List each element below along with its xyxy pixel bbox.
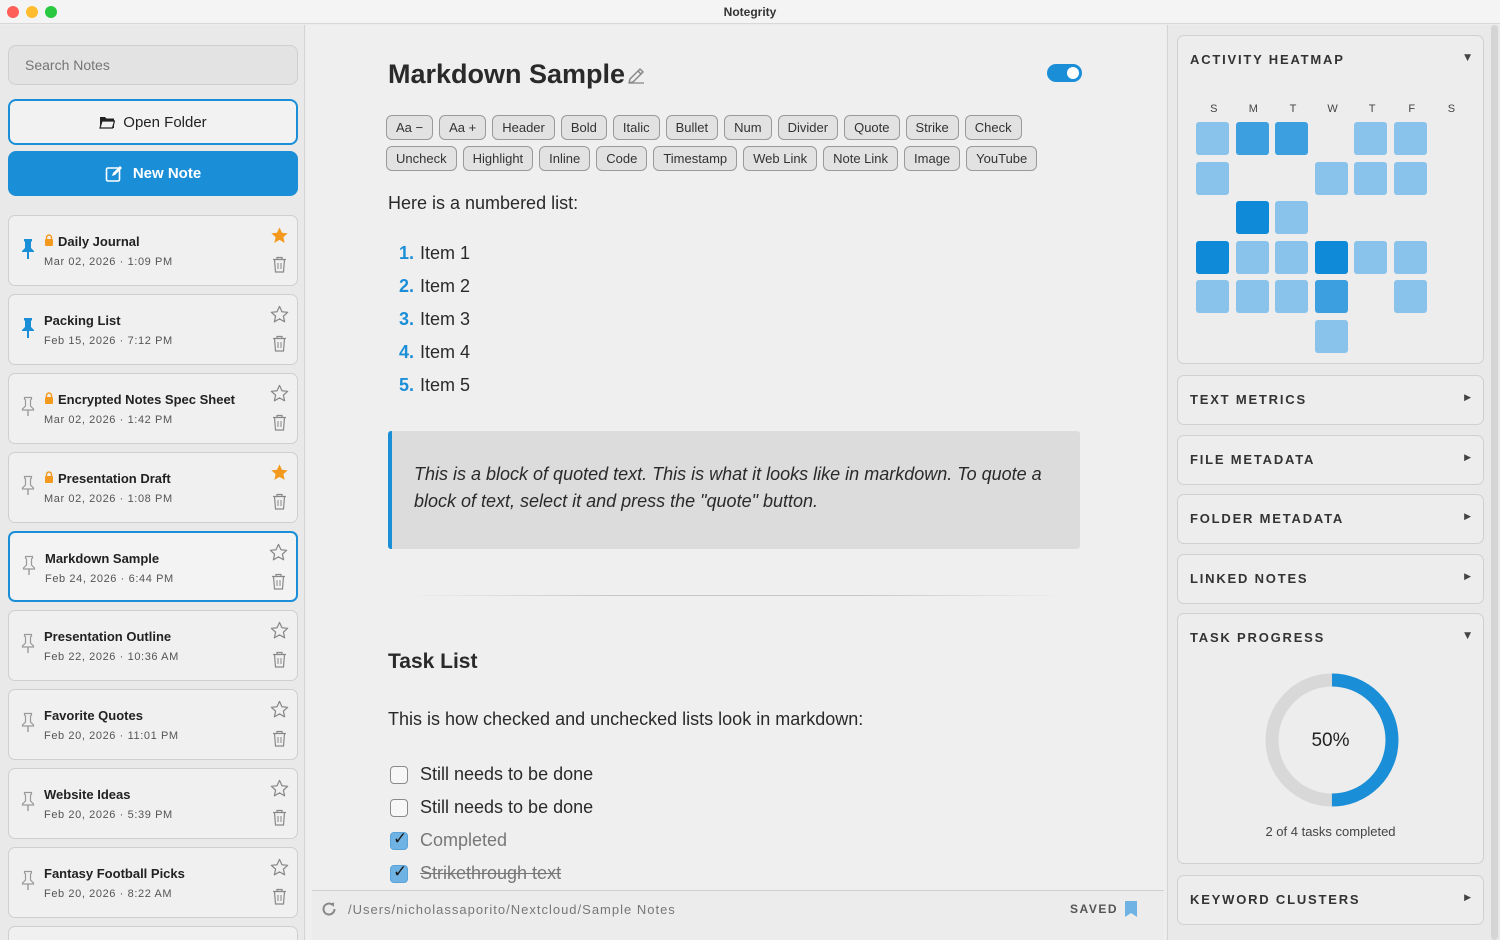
list-item-text: Item 1 xyxy=(420,243,471,263)
heatmap-cell[interactable] xyxy=(1315,241,1348,274)
note-item-title xyxy=(44,234,140,249)
pinned-icon[interactable] xyxy=(19,317,37,339)
starred-icon[interactable] xyxy=(270,226,289,245)
heatmap-cell[interactable] xyxy=(1236,201,1269,234)
list-number: 4. xyxy=(398,342,414,362)
trash-icon[interactable] xyxy=(272,809,287,826)
task-checkbox[interactable] xyxy=(390,766,408,784)
format-button[interactable]: Quote xyxy=(844,115,899,140)
heatmap-cell[interactable] xyxy=(1354,241,1387,274)
task-list-intro: This is how checked and unchecked lists look in markdown: xyxy=(388,709,864,729)
compose-icon xyxy=(105,165,123,183)
note-item-title xyxy=(44,471,171,486)
lock-icon xyxy=(44,392,54,407)
search-input[interactable] xyxy=(8,45,298,85)
note-item-title-text: Encrypted Notes Spec Sheet xyxy=(58,392,235,407)
task-checkbox[interactable] xyxy=(390,832,408,850)
note-list-item[interactable] xyxy=(8,452,298,523)
note-item-date: Feb 20, 2026 · 5:39 PM xyxy=(44,809,173,821)
list-number: 1. xyxy=(398,243,414,263)
format-button[interactable]: Aa − xyxy=(386,115,433,140)
note-item-title-text: Fantasy Football Picks xyxy=(44,866,185,881)
collapsed-section[interactable] xyxy=(1177,435,1484,485)
task-item xyxy=(390,791,593,824)
activity-heatmap-panel xyxy=(1177,35,1484,364)
task-item xyxy=(390,824,593,857)
heatmap-cell[interactable] xyxy=(1236,280,1269,313)
expand-arrow-icon[interactable]: ▶ xyxy=(1464,893,1471,903)
keyword-clusters-panel[interactable] xyxy=(1177,875,1484,925)
note-item-date: Mar 02, 2026 · 1:09 PM xyxy=(44,256,173,268)
heatmap-cell[interactable] xyxy=(1394,280,1427,313)
note-list-item[interactable] xyxy=(8,215,298,286)
section-title[interactable]: TEXT METRICS xyxy=(1190,392,1307,407)
note-list-item[interactable] xyxy=(8,926,298,940)
note-item-date: Feb 22, 2026 · 10:36 AM xyxy=(44,651,179,663)
heatmap-cell[interactable] xyxy=(1196,280,1229,313)
editor xyxy=(306,25,1166,940)
pin-icon[interactable] xyxy=(19,633,37,655)
note-list-item[interactable] xyxy=(8,768,298,839)
format-button[interactable]: Web Link xyxy=(743,146,817,171)
lock-icon xyxy=(44,471,54,486)
status-bar xyxy=(312,890,1164,940)
trash-icon[interactable] xyxy=(272,335,287,352)
heatmap-cell[interactable] xyxy=(1196,241,1229,274)
list-number: 2. xyxy=(398,276,414,296)
note-item-title-text: Favorite Quotes xyxy=(44,708,143,723)
lock-icon xyxy=(44,234,54,249)
pin-icon[interactable] xyxy=(19,396,37,418)
collapsed-section[interactable] xyxy=(1177,494,1484,544)
heatmap-cell[interactable] xyxy=(1236,241,1269,274)
trash-icon[interactable] xyxy=(272,493,287,510)
note-item-title xyxy=(44,787,130,802)
note-title[interactable]: Markdown Sample xyxy=(388,59,626,89)
note-item-title-text: Presentation Outline xyxy=(44,629,172,644)
pin-icon[interactable] xyxy=(19,475,37,497)
section-title[interactable]: FOLDER METADATA xyxy=(1190,511,1345,526)
task-text: Still needs to be done xyxy=(420,764,594,784)
trash-icon[interactable] xyxy=(272,651,287,668)
note-item-title-text: Website Ideas xyxy=(44,787,131,802)
starred-icon[interactable] xyxy=(270,463,289,482)
trash-icon[interactable] xyxy=(271,573,286,590)
numbered-list-item xyxy=(396,309,470,342)
format-button[interactable]: Italic xyxy=(613,115,660,140)
format-button[interactable]: Timestamp xyxy=(653,146,737,171)
format-button[interactable]: Header xyxy=(492,115,555,140)
trash-icon[interactable] xyxy=(272,414,287,431)
heatmap-cell[interactable] xyxy=(1315,280,1348,313)
note-item-date: Mar 02, 2026 · 1:42 PM xyxy=(44,414,173,426)
weekday-label: M xyxy=(1248,103,1258,115)
note-list-item[interactable] xyxy=(8,531,298,602)
format-button[interactable]: Strike xyxy=(906,115,959,140)
star-icon[interactable] xyxy=(270,384,289,403)
pin-icon[interactable] xyxy=(19,712,37,734)
format-button[interactable]: Uncheck xyxy=(386,146,457,171)
note-item-title xyxy=(44,313,121,328)
list-number: 5. xyxy=(398,375,414,395)
expand-arrow-icon[interactable]: ▶ xyxy=(1464,393,1471,403)
new-note-label: New Note xyxy=(132,165,202,182)
note-item-date: Feb 15, 2026 · 7:12 PM xyxy=(44,335,173,347)
panel-scrollbar[interactable] xyxy=(1491,25,1498,940)
note-item-title xyxy=(45,551,159,566)
trash-icon[interactable] xyxy=(272,888,287,905)
star-icon[interactable] xyxy=(269,543,288,562)
task-list-heading: Task List xyxy=(388,650,478,673)
note-item-title-text: Markdown Sample xyxy=(45,551,160,566)
keyword-clusters-title[interactable]: KEYWORD CLUSTERS xyxy=(1190,892,1361,907)
format-button[interactable]: Inline xyxy=(539,146,590,171)
star-icon[interactable] xyxy=(270,779,289,798)
numbered-list xyxy=(396,243,470,408)
heatmap-cell[interactable] xyxy=(1275,241,1308,274)
trash-icon[interactable] xyxy=(272,256,287,273)
note-item-title xyxy=(44,708,143,723)
folder-path: /Users/nicholassaporito/Nextcloud/Sample Notes xyxy=(348,902,676,917)
collapsed-section[interactable] xyxy=(1177,375,1484,425)
section-title[interactable]: FILE METADATA xyxy=(1190,451,1316,467)
task-checkbox[interactable] xyxy=(390,865,408,883)
list-item-text: Item 2 xyxy=(420,276,471,296)
weekday-label: W xyxy=(1327,103,1338,115)
format-button[interactable]: Bullet xyxy=(666,115,719,140)
heatmap-cell[interactable] xyxy=(1394,162,1427,195)
list-item-text: Item 3 xyxy=(420,309,471,329)
pin-icon[interactable] xyxy=(20,555,38,577)
heatmap-cell[interactable] xyxy=(1315,162,1348,195)
pin-icon[interactable] xyxy=(19,870,37,892)
section-title[interactable]: LINKED NOTES xyxy=(1190,570,1309,586)
heatmap-cell[interactable] xyxy=(1275,280,1308,313)
note-item-title xyxy=(44,392,235,407)
weekday-label: S xyxy=(1447,103,1456,115)
note-item-date: Feb 20, 2026 · 8:22 AM xyxy=(44,888,173,900)
task-item xyxy=(390,758,593,791)
task-text: Completed xyxy=(420,830,508,850)
format-button[interactable]: Note Link xyxy=(823,146,898,171)
open-folder-button[interactable] xyxy=(8,99,298,145)
collapse-arrow-icon[interactable]: ▼ xyxy=(1464,53,1471,63)
save-status: SAVED xyxy=(1070,902,1118,916)
weekday-label: S xyxy=(1210,103,1218,115)
heatmap-cell[interactable] xyxy=(1196,122,1229,155)
weekday-label: F xyxy=(1408,103,1416,115)
weekday-header xyxy=(1194,103,1471,115)
format-button[interactable]: YouTube xyxy=(966,146,1037,171)
task-text: Still needs to be done xyxy=(420,797,594,817)
numbered-list-intro: Here is a numbered list: xyxy=(388,193,579,213)
collapse-arrow-icon[interactable]: ▼ xyxy=(1464,631,1471,641)
numbered-list-item xyxy=(396,243,470,276)
trash-icon[interactable] xyxy=(272,730,287,747)
heatmap-cell[interactable] xyxy=(1354,122,1387,155)
heatmap-cell[interactable] xyxy=(1394,241,1427,274)
new-note-button[interactable] xyxy=(8,151,298,196)
collapsed-section[interactable] xyxy=(1177,554,1484,604)
heatmap-cell[interactable] xyxy=(1275,201,1308,234)
list-item-text: Item 4 xyxy=(420,342,471,362)
expand-arrow-icon[interactable]: ▶ xyxy=(1464,512,1471,522)
heatmap-cell[interactable] xyxy=(1394,122,1427,155)
task-item xyxy=(390,857,593,890)
bookmark-icon xyxy=(1124,901,1138,917)
heatmap-cell[interactable] xyxy=(1196,162,1229,195)
folder-icon xyxy=(99,115,115,129)
window-title: Notegrity xyxy=(723,5,777,19)
format-button[interactable]: Aa + xyxy=(439,115,486,140)
format-button[interactable]: Num xyxy=(724,115,771,140)
expand-arrow-icon[interactable]: ▶ xyxy=(1464,452,1471,463)
weekday-label: T xyxy=(1289,103,1297,115)
star-icon[interactable] xyxy=(270,305,289,324)
divider xyxy=(406,595,1066,596)
numbered-list-item xyxy=(396,342,470,375)
task-progress-panel xyxy=(1177,613,1484,864)
note-item-date: Feb 24, 2026 · 6:44 PM xyxy=(45,573,174,585)
heatmap-cell[interactable] xyxy=(1236,122,1269,155)
format-button[interactable]: Highlight xyxy=(463,146,534,171)
star-icon[interactable] xyxy=(270,621,289,640)
note-item-date: Mar 02, 2026 · 1:08 PM xyxy=(44,493,173,505)
sidebar xyxy=(0,25,305,940)
format-button[interactable]: Check xyxy=(965,115,1022,140)
list-item-text: Item 5 xyxy=(420,375,471,395)
expand-arrow-icon[interactable]: ▶ xyxy=(1464,571,1471,582)
note-item-title-text: Presentation Draft xyxy=(58,471,171,486)
format-button[interactable]: Divider xyxy=(778,115,838,140)
task-list xyxy=(390,758,593,890)
heatmap-cell[interactable] xyxy=(1315,320,1348,353)
insights-panel xyxy=(1167,25,1500,940)
task-progress-caption: 2 of 4 tasks completed xyxy=(1265,824,1396,839)
task-progress-title[interactable]: TASK PROGRESS xyxy=(1190,630,1326,645)
note-item-title xyxy=(44,629,171,644)
preview-toggle[interactable] xyxy=(1047,64,1082,82)
note-item-date: Feb 20, 2026 · 11:01 PM xyxy=(44,730,179,742)
note-item-title-text: Daily Journal xyxy=(58,234,140,249)
numbered-list-item xyxy=(396,276,470,309)
star-icon[interactable] xyxy=(270,700,289,719)
list-number: 3. xyxy=(398,309,414,329)
edit-title-pencil-icon[interactable] xyxy=(626,66,646,86)
pin-icon[interactable] xyxy=(19,791,37,813)
note-list-item[interactable] xyxy=(8,847,298,918)
format-toolbar xyxy=(386,115,1086,171)
format-button[interactable]: Bold xyxy=(561,115,607,140)
note-list-item[interactable] xyxy=(8,610,298,681)
note-list-item[interactable] xyxy=(8,689,298,760)
refresh-icon[interactable] xyxy=(320,900,338,918)
heatmap-cell[interactable] xyxy=(1354,162,1387,195)
format-button[interactable]: Code xyxy=(596,146,647,171)
note-list-item[interactable] xyxy=(8,373,298,444)
numbered-list-item xyxy=(396,375,470,408)
note-item-title-text: Packing List xyxy=(44,313,121,328)
heatmap-cell[interactable] xyxy=(1275,122,1308,155)
star-icon[interactable] xyxy=(270,858,289,877)
blockquote: This is a block of quoted text. This is what it looks like in markdown. To quote a block of text, select it and press the "quote" button. xyxy=(388,431,1080,549)
note-list-item[interactable] xyxy=(8,294,298,365)
note-item-title xyxy=(44,866,185,881)
task-text: Strikethrough text xyxy=(420,863,562,883)
activity-heatmap-title[interactable]: ACTIVITY HEATMAP xyxy=(1190,52,1345,67)
task-checkbox[interactable] xyxy=(390,799,408,817)
format-button[interactable]: Image xyxy=(904,146,960,171)
open-folder-label: Open Folder xyxy=(123,113,207,131)
window-titlebar xyxy=(0,0,1500,24)
weekday-label: T xyxy=(1368,103,1376,115)
task-progress-percent: 50% xyxy=(1311,730,1350,751)
pinned-icon[interactable] xyxy=(19,238,37,260)
